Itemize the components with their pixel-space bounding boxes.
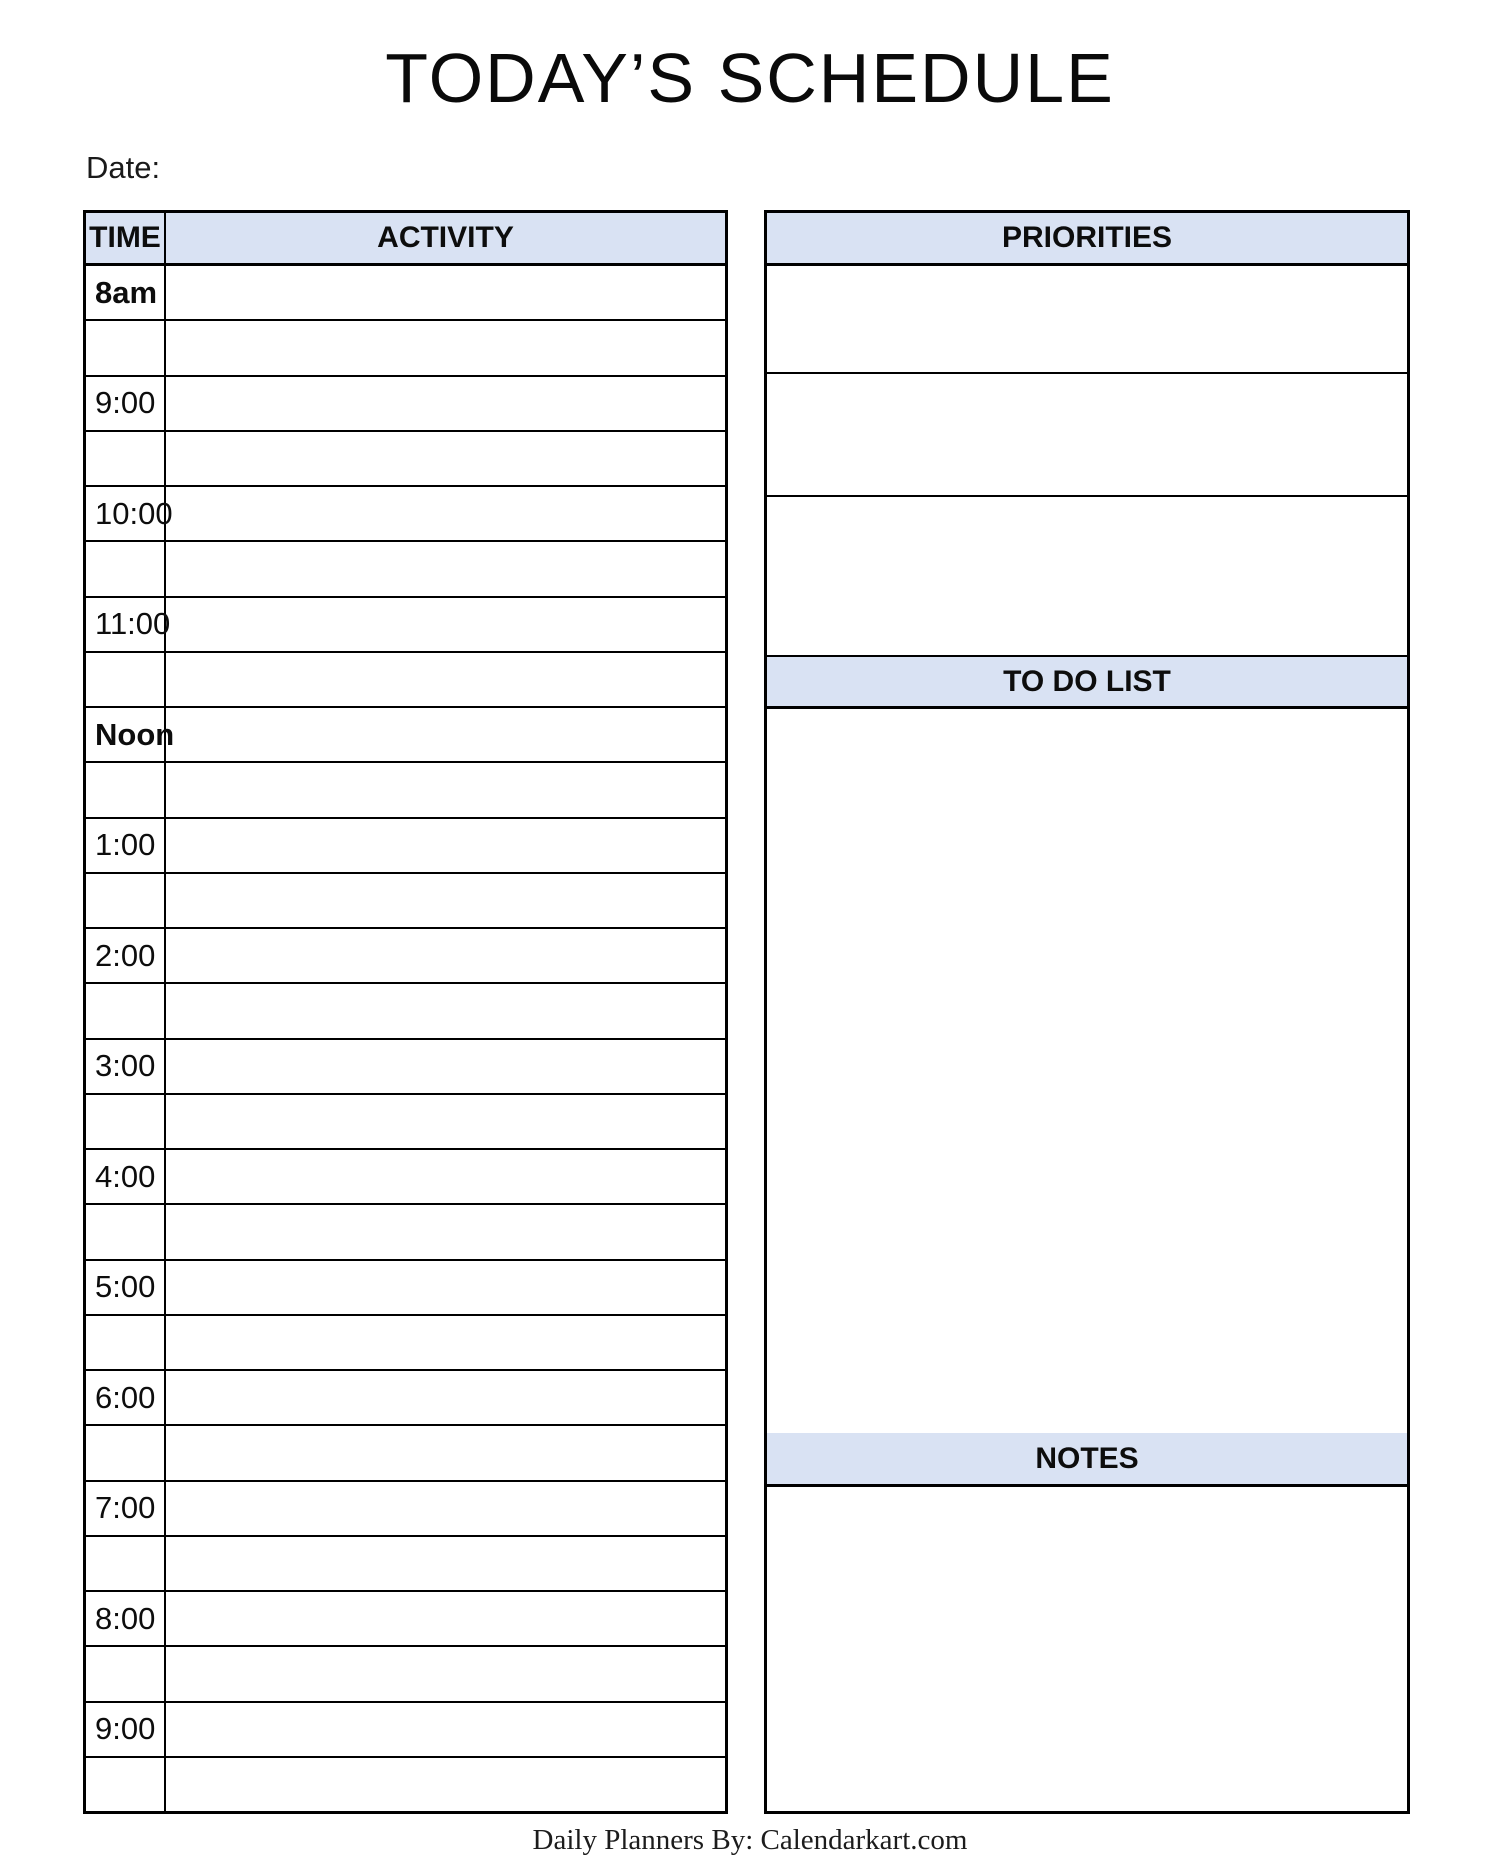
schedule-row [86, 1703, 725, 1758]
schedule-row [86, 1150, 725, 1205]
schedule-row [86, 321, 725, 376]
page-title: TODAY’S SCHEDULE [385, 39, 1115, 117]
activity-cell [166, 377, 725, 430]
activity-cell [166, 653, 725, 706]
time-cell: 8am [86, 266, 166, 319]
activity-cell [166, 432, 725, 485]
schedule-row [86, 1040, 725, 1095]
activity-cell [166, 542, 725, 595]
schedule-row [86, 874, 725, 929]
time-cell [86, 874, 166, 927]
activity-cell [166, 1537, 725, 1590]
schedule-row [86, 708, 725, 763]
activity-cell [166, 1758, 725, 1811]
notes-header: NOTES [767, 1433, 1407, 1487]
activity-cell [166, 984, 725, 1037]
activity-cell [166, 487, 725, 540]
activity-cell [166, 1040, 725, 1093]
time-cell [86, 984, 166, 1037]
todo-list-area [767, 709, 1407, 1433]
time-cell: 5:00 [86, 1261, 166, 1314]
activity-cell [166, 708, 725, 761]
schedule-row [86, 487, 725, 542]
activity-cell [166, 1205, 725, 1258]
priorities-header: PRIORITIES [767, 213, 1407, 266]
schedule-row [86, 1316, 725, 1371]
activity-cell [166, 1703, 725, 1756]
schedule-row [86, 1647, 725, 1702]
schedule-row [86, 1758, 725, 1811]
schedule-row [86, 266, 725, 321]
schedule-row [86, 984, 725, 1039]
priorities-row [767, 374, 1407, 497]
schedule-row [86, 1371, 725, 1426]
schedule-row [86, 432, 725, 487]
schedule-header-row [86, 213, 725, 266]
date-label: Date: [86, 150, 161, 185]
schedule-row [86, 1261, 725, 1316]
todo-list-header: TO DO LIST [767, 657, 1407, 709]
time-cell [86, 763, 166, 816]
time-cell [86, 653, 166, 706]
schedule-rows [86, 266, 725, 1811]
schedule-table [83, 210, 728, 1814]
time-cell [86, 1426, 166, 1479]
activity-cell [166, 321, 725, 374]
time-cell [86, 1537, 166, 1590]
notes-area [767, 1487, 1407, 1811]
time-cell: 9:00 [86, 1703, 166, 1756]
time-cell: 9:00 [86, 377, 166, 430]
activity-cell [166, 1426, 725, 1479]
schedule-row [86, 1537, 725, 1592]
activity-cell [166, 819, 725, 872]
time-cell: 6:00 [86, 1371, 166, 1424]
activity-cell [166, 598, 725, 651]
time-cell [86, 1758, 166, 1811]
activity-cell [166, 1371, 725, 1424]
time-cell [86, 321, 166, 374]
priorities-row [767, 266, 1407, 374]
activity-cell [166, 1592, 725, 1645]
time-cell: 10:00 [86, 487, 166, 540]
right-panel [764, 210, 1410, 1814]
activity-cell [166, 1482, 725, 1535]
schedule-row [86, 542, 725, 597]
time-cell: 1:00 [86, 819, 166, 872]
time-cell [86, 1095, 166, 1148]
schedule-row [86, 1205, 725, 1260]
activity-cell [166, 929, 725, 982]
activity-cell [166, 1647, 725, 1700]
schedule-row [86, 819, 725, 874]
time-cell [86, 432, 166, 485]
time-cell [86, 1647, 166, 1700]
activity-cell [166, 266, 725, 319]
schedule-row [86, 763, 725, 818]
activity-column-header: ACTIVITY [377, 221, 514, 254]
activity-cell [166, 763, 725, 816]
time-cell [86, 542, 166, 595]
schedule-row [86, 598, 725, 653]
time-cell: 11:00 [86, 598, 166, 651]
time-cell: 7:00 [86, 1482, 166, 1535]
schedule-row [86, 1482, 725, 1537]
activity-cell [166, 1316, 725, 1369]
activity-cell [166, 1095, 725, 1148]
schedule-row [86, 1426, 725, 1481]
time-column-header: TIME [86, 213, 166, 263]
schedule-row [86, 1095, 725, 1150]
schedule-row [86, 653, 725, 708]
time-cell: Noon [86, 708, 166, 761]
time-cell: 8:00 [86, 1592, 166, 1645]
time-cell: 4:00 [86, 1150, 166, 1203]
schedule-row [86, 377, 725, 432]
priorities-row [767, 497, 1407, 657]
footer-credit: Daily Planners By: Calendarkart.com [532, 1824, 968, 1856]
schedule-row [86, 1592, 725, 1647]
time-cell [86, 1316, 166, 1369]
schedule-row [86, 929, 725, 984]
activity-cell [166, 874, 725, 927]
time-cell: 2:00 [86, 929, 166, 982]
activity-cell [166, 1261, 725, 1314]
activity-cell [166, 1150, 725, 1203]
time-cell [86, 1205, 166, 1258]
time-cell: 3:00 [86, 1040, 166, 1093]
